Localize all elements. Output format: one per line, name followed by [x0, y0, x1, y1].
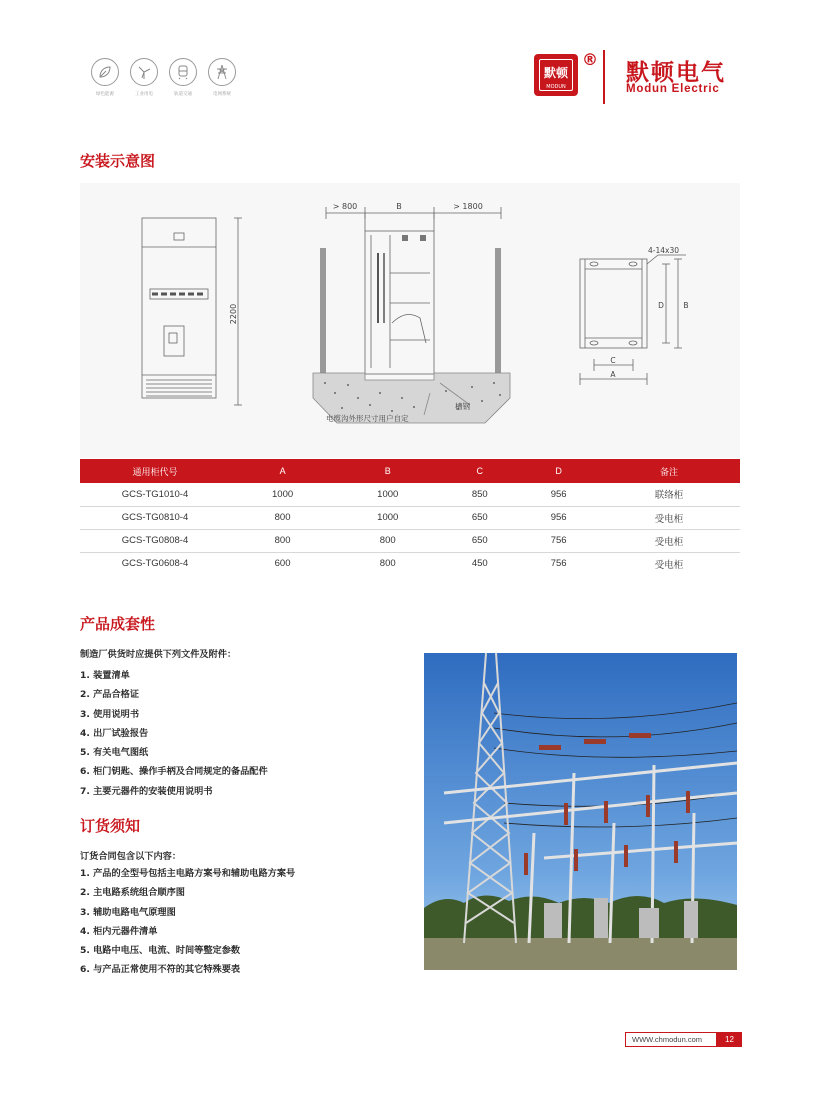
cable-trench-note: 电缆沟外形尺寸用户自定: [326, 414, 409, 423]
list-item: 2. 产品合格证: [80, 689, 140, 701]
cabinet-front-view: [142, 218, 242, 405]
power-tower-icon: [208, 58, 236, 86]
brand-divider: [603, 50, 605, 104]
table-cell: 1000: [335, 483, 440, 506]
substation-photo: [424, 653, 737, 970]
cabinet-section-view: [313, 207, 510, 423]
table-cell: 受电柜: [598, 529, 740, 552]
list-item: 3. 使用说明书: [80, 708, 140, 720]
table-header-cell: 通用柜代号: [80, 459, 230, 483]
channel-steel-label: 槽钢: [455, 402, 470, 411]
table-header-cell: 备注: [598, 459, 740, 483]
table-row: [80, 483, 740, 506]
list-item: 5. 有关电气图纸: [80, 747, 149, 759]
table-cell: 956: [519, 506, 598, 529]
completeness-intro: 制造厂供货时应提供下列文件及附件：: [80, 649, 237, 660]
category-label: 工业用电: [134, 91, 153, 97]
base-plan-view: [580, 255, 689, 385]
table-cell: GCS-TG1010-4: [80, 483, 230, 506]
table-cell: 800: [230, 506, 335, 529]
list-item: 1. 产品的全型号包括主电路方案号和辅助电路方案号: [80, 868, 296, 879]
footer: [625, 1032, 742, 1047]
list-item: 5. 电路中电压、电流、时间等整定参数: [80, 945, 241, 957]
table-header-cell: C: [440, 459, 519, 483]
category-icons: [90, 58, 237, 97]
page-number: 12: [717, 1032, 742, 1047]
spec-table: [80, 459, 740, 575]
table-header-cell: D: [519, 459, 598, 483]
category-label: 轨道交通: [173, 91, 192, 97]
right-clearance-label: > 1800: [453, 202, 483, 211]
holes-label: 4-14x30: [648, 246, 680, 255]
table-row: [80, 529, 740, 552]
website-url[interactable]: WWW.chmodun.com: [625, 1032, 717, 1047]
list-item: 6. 与产品正常使用不符的其它特殊要表: [80, 964, 241, 976]
category-label: 电网系统: [212, 91, 231, 97]
list-item: 2. 主电路系统组合顺序图: [80, 887, 185, 899]
dim-b-label: B: [683, 301, 689, 310]
table-header-cell: B: [335, 459, 440, 483]
category-green-energy: [90, 58, 120, 97]
table-cell: 450: [471, 558, 488, 570]
category-rail: [168, 58, 198, 97]
table-cell: 600: [274, 558, 291, 570]
table-cell: 800: [335, 529, 440, 552]
dim-d-label: D: [658, 301, 664, 310]
table-cell: 1000: [335, 506, 440, 529]
table-cell: 756: [519, 529, 598, 552]
category-grid: [207, 58, 237, 97]
dim-a-label: A: [610, 370, 616, 379]
list-item: 4. 出厂试验报告: [80, 727, 149, 739]
list-item: 1. 装置清单: [80, 670, 130, 681]
table-cell: 1000: [230, 483, 335, 506]
table-cell: 850: [440, 483, 519, 506]
ordering-title: 订货须知: [80, 817, 141, 835]
table-cell: 受电柜: [654, 559, 684, 571]
table-cell: 956: [519, 483, 598, 506]
ordering-intro: 订货合同包含以下内容：: [80, 851, 182, 862]
brand-name-en: Modun Electric: [626, 83, 720, 95]
table-cell: 650: [440, 529, 519, 552]
table-cell: 800: [379, 558, 396, 570]
install-title: 安装示意图: [80, 152, 156, 170]
category-label: 绿色能源: [95, 91, 114, 97]
table-row: [80, 552, 740, 575]
brand-badge-en: MODUN: [546, 84, 566, 90]
registered-mark: ®: [582, 50, 598, 69]
category-industrial: [129, 58, 159, 97]
left-clearance-label: > 800: [332, 202, 358, 211]
table-cell: GCS-TG0608-4: [121, 558, 189, 570]
table-cell: GCS-TG0810-4: [80, 506, 230, 529]
completeness-title: 产品成套性: [80, 615, 156, 633]
list-item: 3. 辅助电路电气原理图: [80, 906, 176, 918]
table-cell: 受电柜: [598, 506, 740, 529]
brand-name-cn: 默顿电气: [626, 60, 726, 86]
table-cell: 650: [440, 506, 519, 529]
table-row: [80, 506, 740, 529]
leaf-icon: [91, 58, 119, 86]
brand-badge: [534, 54, 578, 96]
table-cell: 756: [550, 558, 567, 570]
windmill-icon: [130, 58, 158, 86]
install-diagram: [80, 183, 740, 458]
height-label: 2200: [229, 303, 238, 325]
list-item: 7. 主要元器件的安装使用说明书: [80, 785, 213, 797]
table-cell: 联络柜: [598, 483, 740, 506]
train-icon: [169, 58, 197, 86]
width-label: B: [396, 202, 402, 211]
table-cell: GCS-TG0808-4: [80, 529, 230, 552]
list-item: 4. 柜内元器件清单: [80, 925, 158, 937]
brand-badge-cn: 默顿: [543, 66, 568, 80]
completeness-list: [80, 646, 268, 801]
list-item: 6. 柜门钥匙、操作手柄及合同规定的备品配件: [80, 766, 268, 778]
table-header-row: [80, 459, 740, 483]
table-header-cell: A: [230, 459, 335, 483]
brand-logo: [534, 48, 744, 106]
dim-c-label: C: [610, 356, 616, 365]
table-cell: 800: [230, 529, 335, 552]
ordering-list: [80, 848, 295, 980]
